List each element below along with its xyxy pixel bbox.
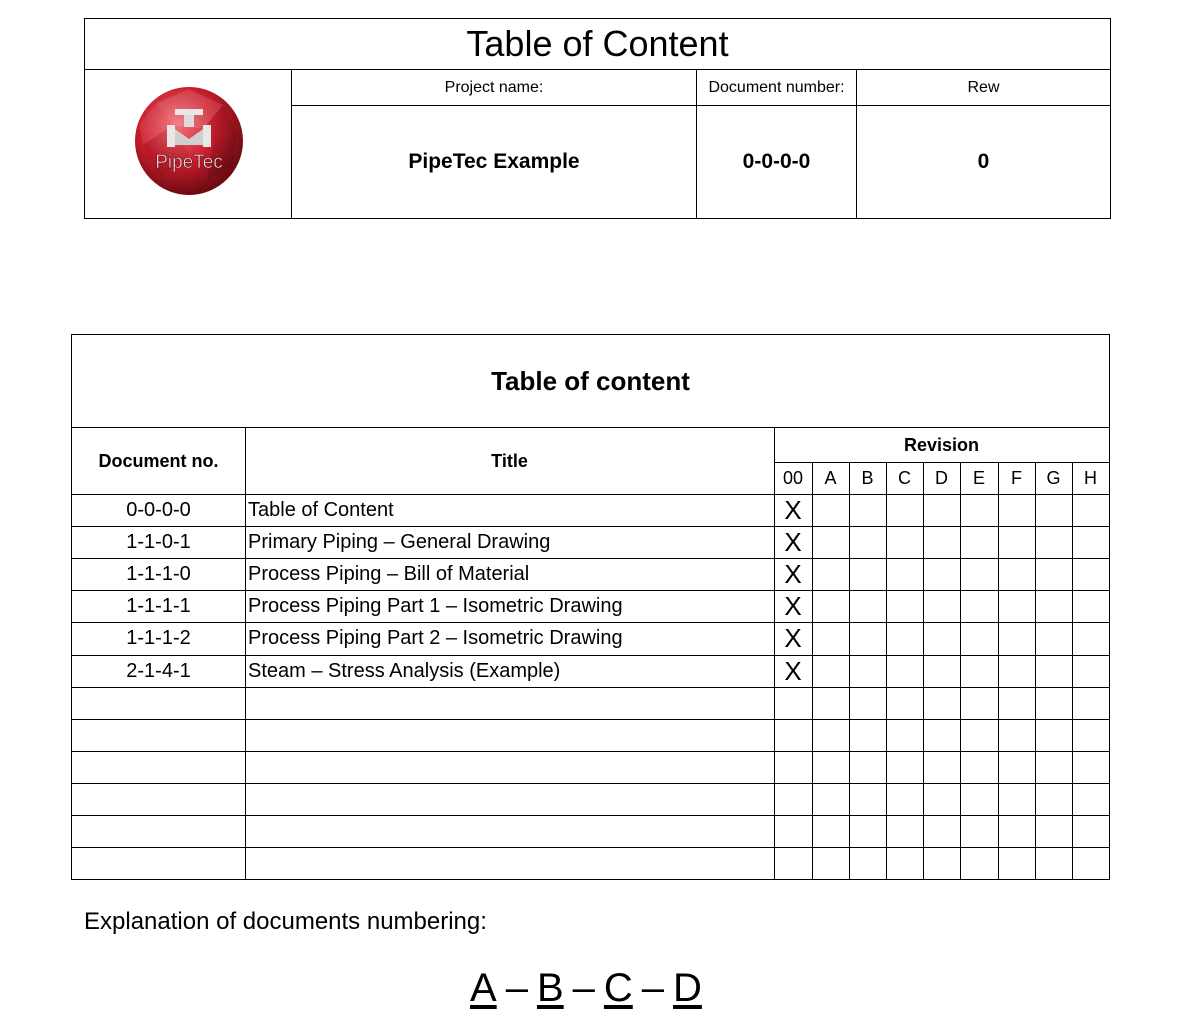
document-number-cell: 2-1-4-1 bbox=[126, 659, 191, 682]
formula-letter-d: D bbox=[673, 966, 702, 1010]
document-title-cell: Process Piping – Bill of Material bbox=[248, 562, 530, 585]
revision-column-divider bbox=[812, 462, 813, 879]
revision-column-00: 00 bbox=[782, 467, 804, 488]
row-divider bbox=[72, 687, 1109, 688]
revision-label: Rew bbox=[967, 79, 1000, 96]
document-title-cell: Table of Content bbox=[248, 498, 394, 521]
document-number-cell: 1-1-1-2 bbox=[126, 626, 191, 649]
revision-column-e: E bbox=[972, 467, 985, 488]
revision-column-divider bbox=[960, 462, 961, 879]
revision-column-f: F bbox=[1011, 467, 1022, 488]
numbering-explanation-heading: Explanation of documents numbering: bbox=[84, 908, 487, 935]
document-header bbox=[84, 18, 1111, 219]
revision-mark: X bbox=[784, 494, 802, 525]
formula-letter-a: A bbox=[470, 966, 497, 1010]
document-title-cell: Process Piping Part 1 – Isometric Drawing bbox=[248, 594, 623, 617]
document-number-cell: 1-1-0-1 bbox=[126, 530, 191, 553]
document-number-cell: 1-1-1-0 bbox=[126, 562, 191, 585]
revision-mark: X bbox=[784, 622, 802, 653]
column-header-revision: Revision bbox=[903, 434, 980, 455]
row-divider bbox=[72, 783, 1109, 784]
document-title-cell: Primary Piping – General Drawing bbox=[248, 530, 551, 553]
revision-column-divider bbox=[923, 462, 924, 879]
row-divider bbox=[72, 751, 1109, 752]
revision-column-divider bbox=[849, 462, 850, 879]
project-name-label: Project name: bbox=[444, 79, 544, 96]
revision-column-a: A bbox=[824, 467, 837, 488]
document-title-cell: Steam – Stress Analysis (Example) bbox=[248, 659, 561, 682]
revision-column-g: G bbox=[1046, 467, 1061, 488]
revision-column-b: B bbox=[861, 467, 874, 488]
pipetec-logo bbox=[133, 85, 245, 197]
formula-separator: – bbox=[572, 966, 595, 1010]
formula-separator: – bbox=[641, 966, 665, 1010]
svg-text:PipeTec: PipeTec bbox=[155, 152, 223, 173]
project-name-value: PipeTec Example bbox=[408, 150, 580, 173]
document-number-value: 0-0-0-0 bbox=[742, 150, 811, 173]
document-number-label: Document number: bbox=[708, 79, 845, 96]
revision-column-d: D bbox=[935, 467, 948, 488]
toc-table bbox=[71, 334, 1110, 880]
numbering-formula bbox=[470, 966, 702, 1011]
formula-letter-c: C bbox=[603, 966, 633, 1010]
row-divider bbox=[72, 719, 1109, 720]
document-number-cell: 0-0-0-0 bbox=[126, 498, 191, 521]
formula-letter-b: B bbox=[536, 966, 564, 1010]
toc-caption: Table of content bbox=[72, 335, 1109, 428]
row-divider bbox=[72, 847, 1109, 848]
row-divider bbox=[72, 815, 1109, 816]
header-title: Table of Content bbox=[85, 19, 1110, 70]
formula-separator: – bbox=[505, 966, 528, 1010]
revision-column-divider bbox=[886, 462, 887, 879]
revision-mark: X bbox=[784, 526, 802, 557]
revision-mark: X bbox=[784, 655, 802, 686]
column-header-document-no: Document no. bbox=[98, 450, 219, 471]
revision-column-h: H bbox=[1084, 467, 1097, 488]
revision-mark: X bbox=[784, 590, 802, 621]
document-number-cell: 1-1-1-1 bbox=[126, 594, 191, 617]
revision-mark: X bbox=[784, 558, 802, 589]
revision-column-c: C bbox=[898, 467, 911, 488]
revision-column-divider bbox=[998, 462, 999, 879]
document-title-cell: Process Piping Part 2 – Isometric Drawing bbox=[248, 626, 623, 649]
revision-column-divider bbox=[1035, 462, 1036, 879]
revision-value: 0 bbox=[977, 150, 990, 173]
column-header-title: Title bbox=[491, 450, 528, 471]
revision-column-divider bbox=[1072, 462, 1073, 879]
